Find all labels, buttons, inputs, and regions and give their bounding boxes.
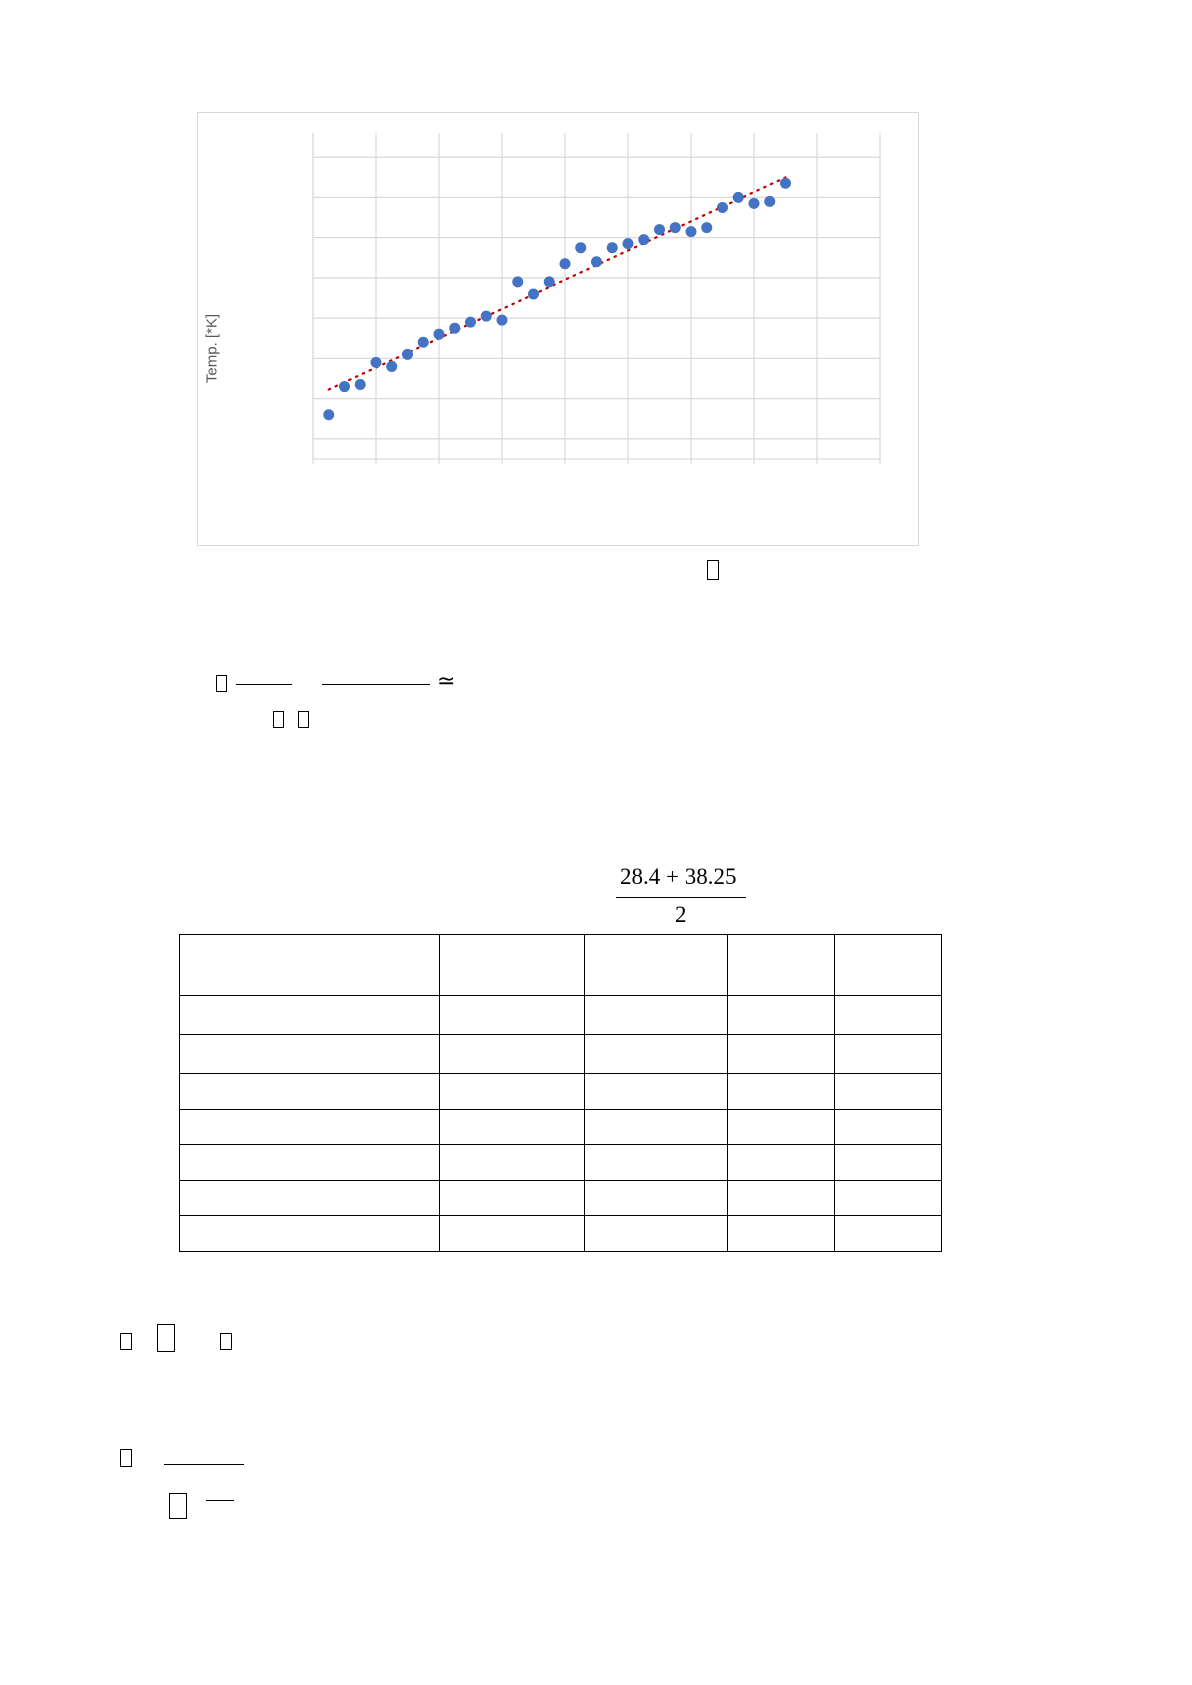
- table-cell: [728, 1181, 835, 1216]
- data-point: [371, 357, 382, 368]
- table-cell: [585, 1181, 728, 1216]
- fraction-bar: [206, 1500, 234, 1501]
- data-point: [339, 381, 350, 392]
- data-point: [654, 224, 665, 235]
- fraction-bar: [236, 684, 292, 685]
- table-cell: [440, 1074, 585, 1110]
- fraction-bar: [616, 897, 746, 898]
- table-cell: [440, 1035, 585, 1074]
- table-cell: [585, 1035, 728, 1074]
- table-cell: [728, 1110, 835, 1145]
- table-row: [180, 1110, 942, 1145]
- table-cell: [728, 1074, 835, 1110]
- missing-glyph: [169, 1493, 187, 1519]
- table-cell: [585, 1145, 728, 1181]
- data-point: [701, 222, 712, 233]
- table-cell: [728, 1035, 835, 1074]
- table-cell: [585, 935, 728, 996]
- data-point: [355, 379, 366, 390]
- table-cell: [585, 1074, 728, 1110]
- approx-symbol: ≃: [437, 668, 456, 693]
- table-cell: [440, 1145, 585, 1181]
- chart-frame: [197, 112, 919, 546]
- data-point: [323, 409, 334, 420]
- table-row: [180, 1216, 942, 1252]
- data-point: [638, 234, 649, 245]
- table-cell: [835, 996, 942, 1035]
- data-point: [528, 288, 539, 299]
- results-table: [179, 934, 942, 1252]
- y-axis-label: Temp. [*K]: [203, 313, 221, 384]
- data-point: [623, 238, 634, 249]
- table-cell: [180, 1216, 440, 1252]
- table-cell: [728, 1145, 835, 1181]
- data-point: [449, 323, 460, 334]
- table-cell: [585, 1216, 728, 1252]
- missing-glyph: [216, 675, 227, 692]
- table-cell: [440, 1110, 585, 1145]
- trendline: [329, 177, 786, 389]
- missing-glyph: [298, 711, 309, 728]
- table-row: [180, 1035, 942, 1074]
- fraction-denominator: 2: [675, 902, 687, 927]
- data-point: [607, 242, 618, 253]
- table-cell: [180, 1145, 440, 1181]
- data-point: [465, 317, 476, 328]
- data-point: [749, 198, 760, 209]
- table-row: [180, 1145, 942, 1181]
- missing-glyph: [273, 711, 284, 728]
- table-cell: [835, 1216, 942, 1252]
- data-point: [544, 276, 555, 287]
- data-point: [733, 192, 744, 203]
- table-row: [180, 1181, 942, 1216]
- data-point: [575, 242, 586, 253]
- table-cell: [728, 1216, 835, 1252]
- table-cell: [728, 996, 835, 1035]
- table-cell: [835, 1035, 942, 1074]
- data-point: [481, 311, 492, 322]
- data-point: [780, 178, 791, 189]
- table-cell: [180, 1110, 440, 1145]
- missing-glyph: [157, 1324, 175, 1352]
- table-cell: [835, 1110, 942, 1145]
- table-cell: [180, 1074, 440, 1110]
- fraction-numerator: 28.4 + 38.25: [620, 864, 737, 889]
- table-row: [180, 935, 942, 996]
- data-point: [717, 202, 728, 213]
- data-point: [591, 256, 602, 267]
- data-point: [386, 361, 397, 372]
- data-point: [686, 226, 697, 237]
- table-cell: [180, 935, 440, 996]
- data-point: [764, 196, 775, 207]
- table-cell: [180, 1035, 440, 1074]
- data-point: [560, 258, 571, 269]
- table-cell: [835, 1145, 942, 1181]
- data-point: [497, 315, 508, 326]
- scatter-chart: [198, 113, 920, 547]
- table-cell: [440, 1216, 585, 1252]
- table-cell: [440, 996, 585, 1035]
- data-point: [418, 337, 429, 348]
- table-cell: [440, 1181, 585, 1216]
- missing-glyph: [120, 1333, 132, 1350]
- table-cell: [440, 935, 585, 996]
- data-point: [402, 349, 413, 360]
- table-cell: [180, 996, 440, 1035]
- data-point: [512, 276, 523, 287]
- table-cell: [728, 935, 835, 996]
- table-cell: [835, 1074, 942, 1110]
- missing-glyph: [707, 560, 719, 580]
- fraction-bar: [322, 684, 430, 685]
- data-point: [670, 222, 681, 233]
- table-cell: [180, 1181, 440, 1216]
- table-cell: [835, 1181, 942, 1216]
- table-row: [180, 996, 942, 1035]
- table-cell: [835, 935, 942, 996]
- missing-glyph: [220, 1333, 232, 1350]
- table-row: [180, 1074, 942, 1110]
- data-point: [434, 329, 445, 340]
- missing-glyph: [120, 1449, 132, 1467]
- table-cell: [585, 996, 728, 1035]
- fraction-bar: [164, 1464, 244, 1465]
- table-cell: [585, 1110, 728, 1145]
